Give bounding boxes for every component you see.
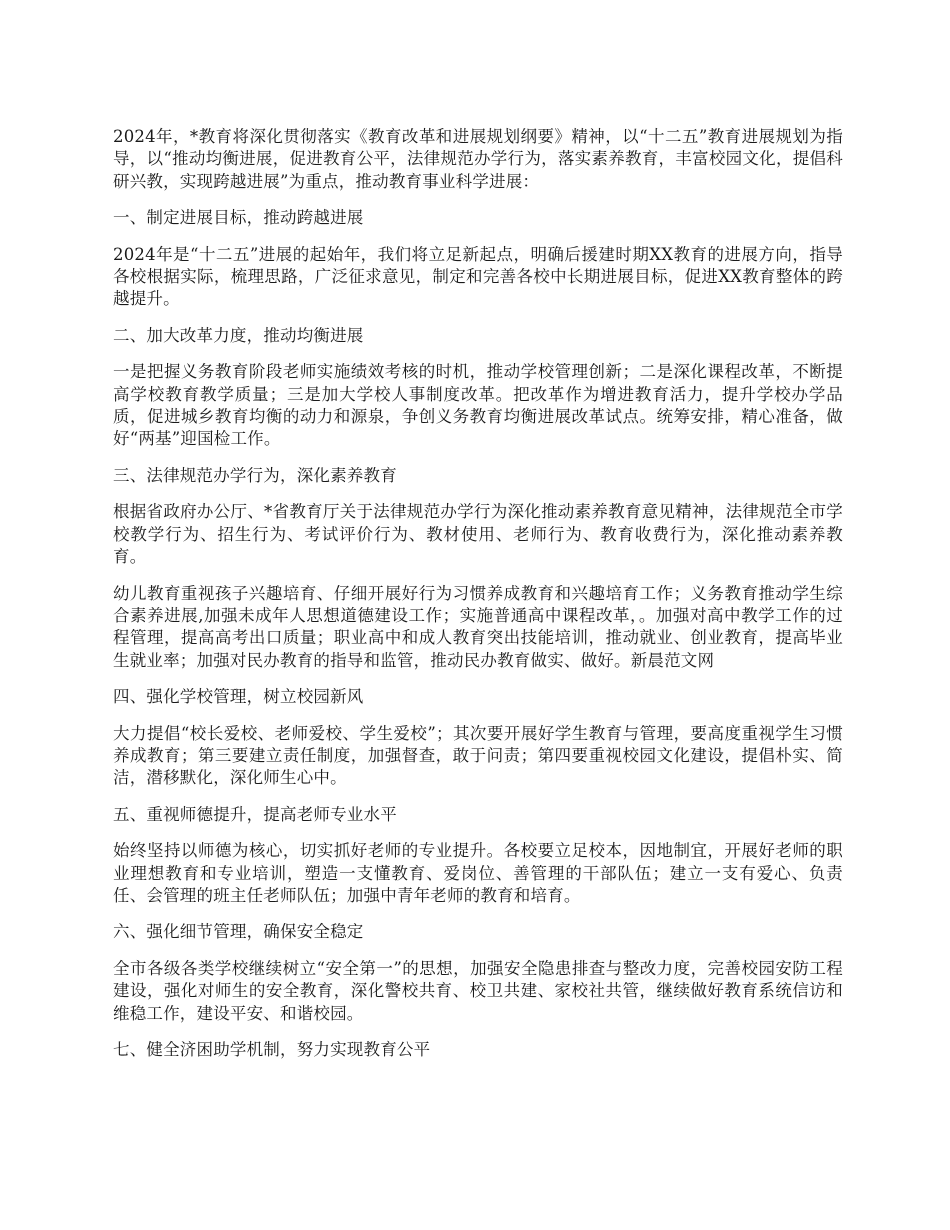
section-6-paragraph: 全市各级各类学校继续树立“安全第一”的思想，加强安全隐患排查与整改力度，完善校园安防工程建设，强化对师生的安全教育，深化警校共育、校卫共建、家校社共管，继续做好教育系统信访和维稳工作，建设平安、和谐校园。 <box>113 958 843 1023</box>
section-heading-6: 六、强化细节管理，确保安全稳定 <box>113 922 364 942</box>
section-heading-2: 二、加大改革力度，推动均衡进展 <box>113 325 364 345</box>
section-heading-7: 七、健全济困助学机制，努力实现教育公平 <box>113 1040 431 1059</box>
section-heading-4: 四、强化学校管理，树立校园新风 <box>113 687 364 707</box>
section-2-paragraph: 一是把握义务教育阶段老师实施绩效考核的时机，推动学校管理创新；二是深化课程改革，不断提高学校教育教学质量；三是加大学校人事制度改革。把改革作为增进教育活力，提升学校办学品质，促进城乡教育均衡的动力和源泉，争创义务教育均衡进展改革试点。统筹安排，精心准备，做好“两基”迎国检工作。 <box>113 362 843 449</box>
section-heading-3: 三、法律规范办学行为，深化素养教育 <box>113 465 397 485</box>
section-heading-1: 一、制定进展目标，推动跨越进展 <box>113 208 364 228</box>
section-1-paragraph: 2024年是“十二五”进展的起始年，我们将立足新起点，明确后援建时期XX教育的进展方向，指导各校根据实际，梳理思路，广泛征求意见，制定和完善各校中长期进展目标，促进XX教育整体的跨越提升。 <box>113 244 843 309</box>
section-3-paragraph-1: 根据省政府办公厅、*省教育厅关于法律规范办学行为深化推动素养教育意见精神，法律规范全市学校教学行为、招生行为、考试评价行为、教材使用、老师行为、教育收费行为，深化推动素养教育。 <box>113 502 843 567</box>
section-5-paragraph: 始终坚持以师德为核心，切实抓好老师的专业提升。各校要立足校本，因地制宜，开展好老师的职业理想教育和专业培训，塑造一支懂教育、爱岗位、善管理的干部队伍；建立一支有爱心、负责任、会管理的班主任老师队伍；加强中青年老师的教育和培育。 <box>113 841 843 905</box>
section-3-paragraph-2: 幼儿教育重视孩子兴趣培育、仔细开展好行为习惯养成教育和兴趣培育工作；义务教育推动学生综合素养进展,加强未成年人思想道德建设工作；实施普通高中课程改革，。加强对高中教学工作的过程管理，提高高考出口质量；职业高中和成人教育突出技能培训，推动就业、创业教育，提高毕业生就业率；加强对民办教育的指导和监管，推动民办教育做实、做好。新晨范文网 <box>113 583 843 670</box>
section-4-paragraph: 大力提倡“校长爱校、老师爱校、学生爱校”；其次要开展好学生教育与管理，要高度重视学生习惯养成教育；第三要建立责任制度，加强督查，敢于问责；第四要重视校园文化建设，提倡朴实、简洁，潜移默化，深化师生心中。 <box>113 723 843 788</box>
intro-paragraph: 2024年，*教育将深化贯彻落实《教育改革和进展规划纲要》精神，以“十二五”教育进展规划为指导，以“推动均衡进展，促进教育公平，法律规范办学行为，落实素养教育，丰富校园文化，提倡科研兴教，实现跨越进展”为重点，推动教育事业科学进展： <box>113 127 843 191</box>
section-heading-5: 五、重视师德提升，提高老师专业水平 <box>113 804 397 824</box>
document-page <box>113 126 843 1075</box>
